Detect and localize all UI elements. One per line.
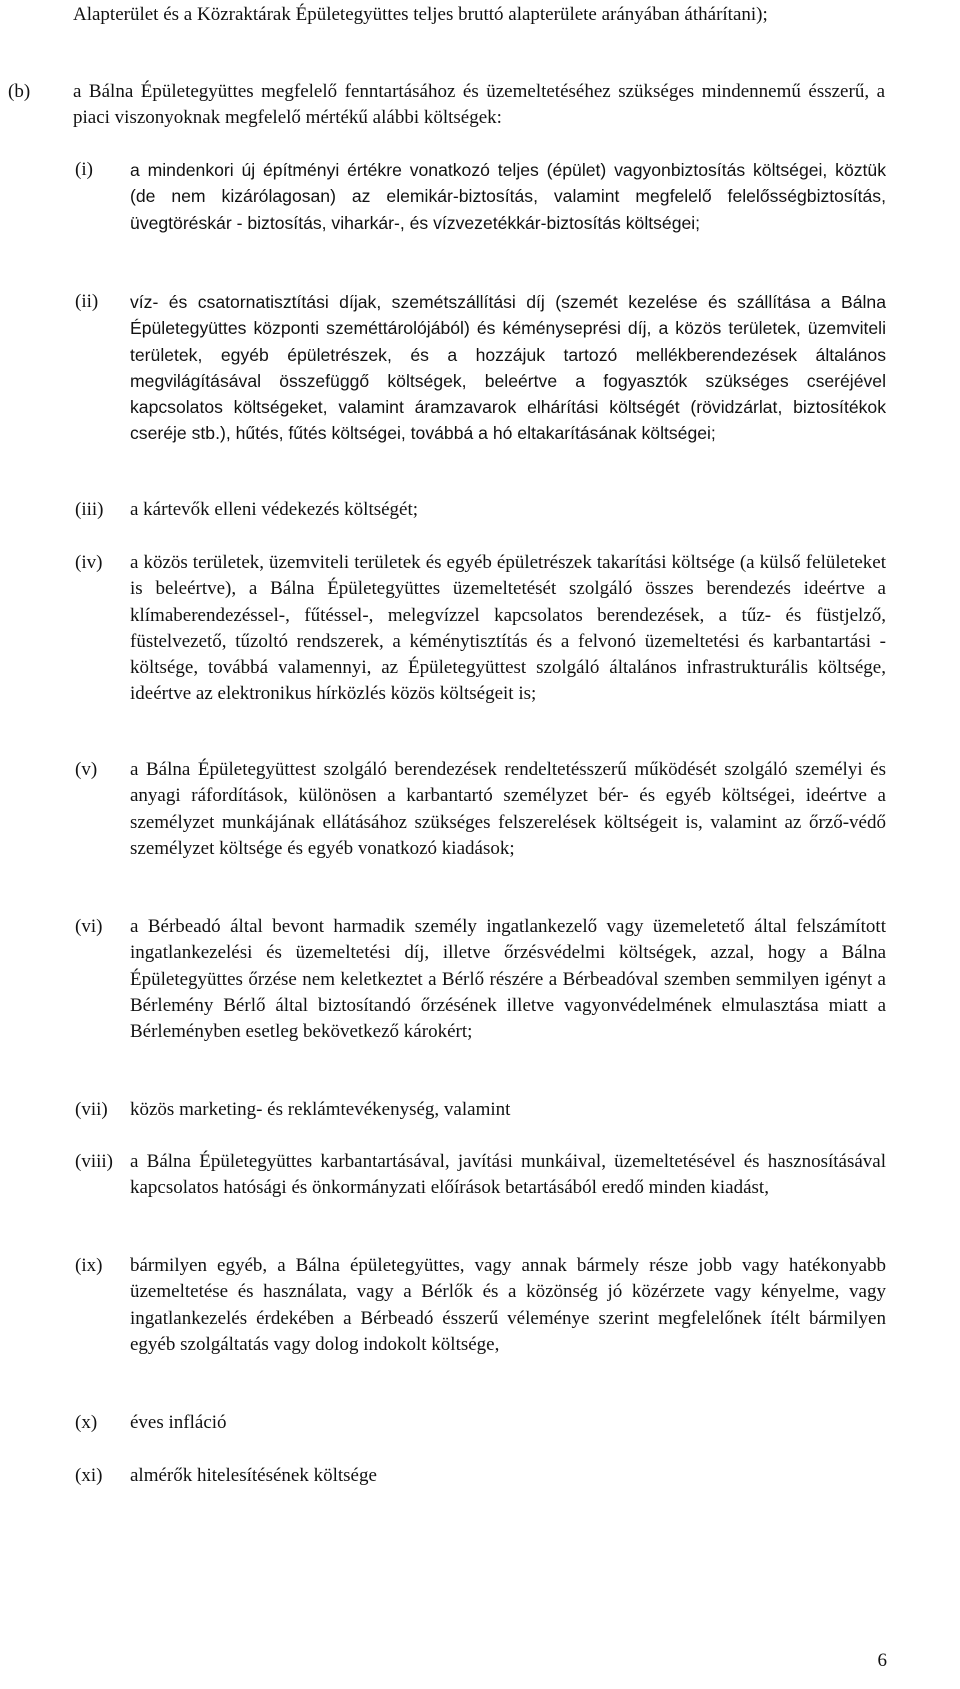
list-item-text: a Bálna Épületegyüttest szolgáló berendezések rendeltetésszerű működését szolgáló személyi és anyagi ráfordítások, különösen a karbantartó személyzet bér- és egyéb költségei, ideértve a személyzet munkájának ellátásához szükséges felszerelések költségeit is, valamint az őrző-védő személyzet költsége és egyéb vonatkozó kiadások; [130, 759, 886, 859]
intro-paragraph [73, 2, 885, 28]
page-number: 6 [877, 1650, 887, 1671]
list-item-number: (ix) [75, 1255, 103, 1276]
list-item-number: (iv) [75, 552, 103, 573]
list-item-text: a Bérbeadó által bevont harmadik személy ingatlankezelő vagy üzemeletető által felszámított ingatlankezelési és üzemeltetési díj, illetve őrzésvédelmi költségek, azzal, hogy a Bálna Épületegyüttes őrzése nem keletkeztet a Bérlő részére a Bérbeadóval szemben semmilyen igényt a Bérlemény Bérlő által biztosítandó őrzésének illetve vagyonvédelmének elmulasztása miatt a Bérleményben esetleg bekövetkező károkért; [130, 916, 886, 1043]
list-item-text: bármilyen egyéb, a Bálna épületegyüttes, vagy annak bármely része jobb vagy hatékonyabb üzemeltetése és használata, vagy a Bérlők és a közönség jó közérzete vagy kényelme, vagy ingatlankezelés érdekében a Bérbeadó ésszerű véleménye szerint megfelelőnek ítélt bármilyen egyéb szolgáltatás vagy dolog indokolt költsége, [130, 1255, 886, 1355]
list-item-number: (vii) [75, 1099, 108, 1120]
list-item-text: a Bálna Épületegyüttes karbantartásával, javítási munkáival, üzemeltetésével és hasznosításával kapcsolatos hatósági és önkormányzati előírások betartásából eredő minden kiadást, [130, 1151, 886, 1199]
list-item-text: éves infláció [130, 1412, 227, 1433]
list-item-text: a kártevők elleni védekezés költségét; [130, 499, 419, 520]
section-b-text: a Bálna Épületegyüttes megfelelő fenntartásához és üzemeltetéséhez szükséges mindennemű ésszerű, a piaci viszonyoknak megfelelő mértékű alábbi költségek: [73, 81, 885, 129]
list-item-text: a közös területek, üzemviteli területek és egyéb épületrészek takarítási költsége (a külső felületeket is beleértve), a Bálna Épületegyüttes üzemeltetését szolgáló összes berendezés ideértve a klímaberendezéssel-, fűtéssel-, melegvízzel kapcsolatos berendezések, a tűz- és füstjelző, füstelvezető, tűzoltó rendszerek, a kéménytisztítás és a felvonó üzemeltetési és karbantartási - költsége, továbbá valamennyi, az Épületegyüttest szolgáló általános infrastrukturális költsége, ideértve az elektronikus hírközlés közös költségeit is; [130, 552, 886, 705]
list-item-number: (ii) [75, 291, 99, 312]
intro-text: Alapterület és a Közraktárak Épületegyüttes teljes bruttó alapterülete arányában áthárítani); [73, 4, 768, 25]
list-item-number: (viii) [75, 1151, 113, 1172]
list-item-number: (vi) [75, 916, 103, 937]
list-item-number: (iii) [75, 499, 104, 520]
list-item-number: (x) [75, 1412, 98, 1433]
list-item-number: (i) [75, 159, 93, 180]
list-item-text: közös marketing- és reklámtevékenység, valamint [130, 1099, 511, 1120]
list-item-text: víz- és csatornatisztítási díjak, szemétszállítási díj (szemét kezelése és szállítása a Bálna Épületegyüttes központi szeméttárolójából) és kéményseprési díj, a közös területek, üzemviteli területek, egyéb épületrészek, és a hozzájuk tartozó mellékberendezések általános megvilágításával összefüggő költségek, beleértve a fogyasztók szükséges cseréjével kapcsolatos költségeket, valamint áramzavarok elhárítási költségét (rövidzárlat, biztosítékok cseréje stb.), hűtés, fűtés költségei, továbbá a hó eltakarításának költségei; [130, 292, 886, 444]
list-item-text: a mindenkori új építményi értékre vonatkozó teljes (épület) vagyonbiztosítás költségei, köztük (de nem kizárólagosan) az elemikár-biztosítás, valamint megfelelő felelősségbiztosítás, üvegtöréskár - biztosítás, viharkár-, és vízvezetékkár-biztosítás költségei; [130, 160, 886, 233]
list-item-number: (v) [75, 759, 98, 780]
list-item-text: almérők hitelesítésének költsége [130, 1465, 377, 1486]
list-item-number: (xi) [75, 1465, 103, 1486]
section-b-marker: (b) [8, 81, 31, 102]
section-b [0, 79, 960, 139]
